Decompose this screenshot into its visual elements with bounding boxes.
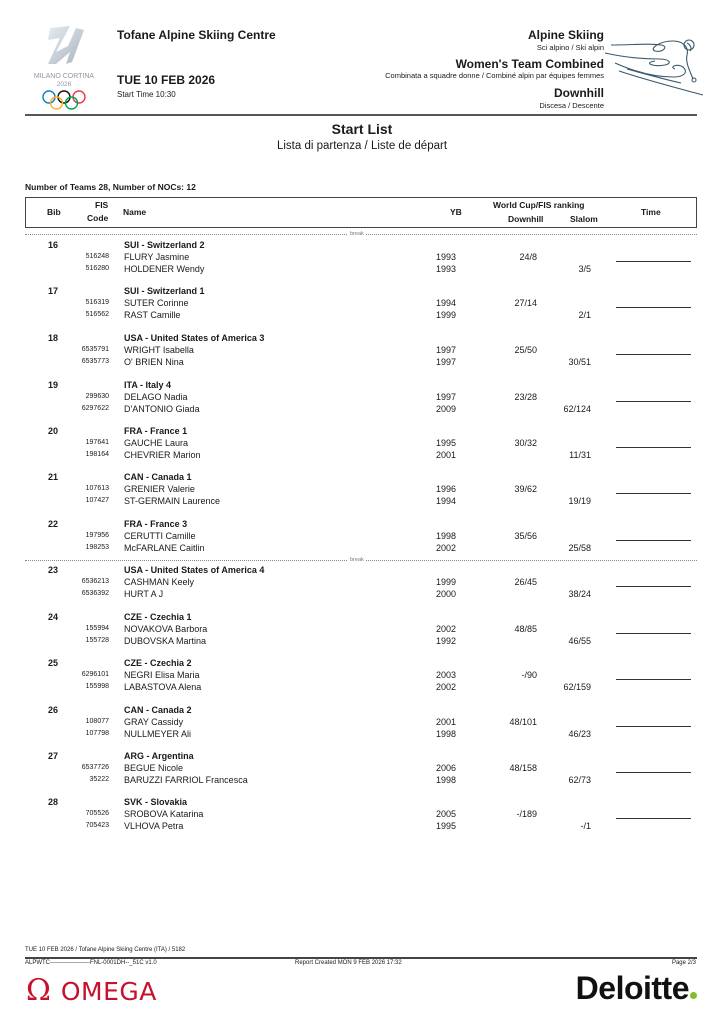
athlete-name: GRAY Cassidy [124,717,184,727]
year-of-birth: 1996 [436,484,457,494]
break-label: break [350,557,364,563]
team-entry [0,705,724,751]
fis-code: 516319 [85,299,109,306]
athlete-name: CHEVRIER Marion [124,449,201,460]
fis-code: 155998 [85,682,109,690]
fis-code: 516562 [85,310,109,318]
bib-number: 22 [48,519,59,529]
athlete-row [0,252,724,264]
downhill-ranking: 30/32 [514,438,537,448]
fis-code: 155728 [85,636,109,644]
athlete-name: BEGUE Nicole [124,763,184,773]
downhill-ranking: -/189 [516,809,537,819]
athlete-name: CERUTTI Camille [124,531,196,541]
omega-wordmark: OMEGA [60,976,157,1006]
team-entry [0,286,724,332]
alpine-skier-pictogram-icon [603,33,721,99]
column-slalom: Slalom [570,214,598,224]
team-entry [0,472,724,518]
year-of-birth: 1997 [436,392,457,402]
bib-number: 23 [48,565,59,575]
athlete-row [0,670,724,682]
slalom-ranking: 2/1 [578,309,591,320]
sport-title: Alpine Skiing [527,28,604,42]
fis-code: 705423 [85,821,109,829]
fis-code: 198164 [85,450,109,458]
event-subtitle: Combinata a squadre donne / Combiné alpin par équipes femmes [385,71,604,80]
column-yb: YB [450,207,462,217]
table-header [25,197,697,228]
games-emblem-icon [26,22,102,112]
fis-code: 299630 [85,393,109,400]
phase-subtitle: Discesa / Descente [539,101,604,110]
athlete-row [0,392,724,404]
downhill-ranking: 35/56 [514,531,537,541]
deloitte-logo [576,970,697,1007]
fis-code: 155994 [85,625,109,632]
athlete-name: O' BRIEN Nina [124,356,184,367]
phase-title: Downhill [554,86,604,100]
team-name: SUI - Switzerland 2 [124,240,205,250]
document-title: Start List [331,121,393,137]
slalom-ranking: -/1 [580,820,591,831]
year-of-birth: 1994 [436,298,457,308]
athlete-name: HOLDENER Wendy [124,263,205,274]
athlete-name: WRIGHT Isabella [124,345,194,355]
athlete-row [0,531,724,543]
team-name: SUI - Switzerland 1 [124,286,205,296]
athlete-name: DELAGO Nadia [124,392,188,402]
team-name: CAN - Canada 2 [124,705,192,715]
bib-number: 16 [48,240,59,250]
year-of-birth: 2009 [436,403,457,414]
athlete-name: SROBOVA Katarina [124,809,204,819]
athlete-name: NEGRI Elisa Maria [124,670,200,680]
fis-code: 107427 [85,496,109,504]
year-of-birth: 2002 [436,624,457,634]
year-of-birth: 2001 [436,717,457,727]
slalom-ranking: 11/31 [569,449,591,460]
athlete-row [0,264,724,276]
year-of-birth: 2001 [436,449,457,460]
athlete-row [0,357,724,369]
team-name: SVK - Slovakia [124,797,188,807]
slalom-ranking: 46/23 [568,728,591,739]
downhill-ranking: 48/101 [509,717,537,727]
year-of-birth: 1997 [436,356,457,367]
year-of-birth: 1999 [436,309,457,320]
downhill-ranking: 48/158 [509,763,537,773]
team-entry [0,797,724,843]
fis-code: 197641 [85,439,109,446]
athlete-row [0,729,724,741]
slalom-ranking: 62/124 [563,403,591,414]
athlete-row [0,484,724,496]
year-of-birth: 1999 [436,577,457,587]
downhill-ranking: 48/85 [514,624,537,634]
athlete-name: NOVAKOVA Barbora [124,624,208,634]
year-of-birth: 1993 [436,252,457,262]
slalom-ranking: 19/19 [568,495,591,506]
slalom-ranking: 46/55 [568,635,591,646]
athlete-name: BARUZZI FARRIOL Francesca [124,774,248,785]
document-subtitle: Lista di partenza / Liste de départ [276,140,448,152]
fis-code: 107798 [85,729,109,737]
footer-document-code: ALPWTC--------------------FNL-0001DH--_51C v1.0 [25,960,157,966]
athlete-row [0,809,724,821]
athlete-row [0,298,724,310]
team-entry [0,751,724,797]
year-of-birth: 2005 [436,809,457,819]
fis-code: 6535773 [81,357,109,365]
omega-symbol-icon: Ω [26,973,51,1008]
downhill-ranking: 23/28 [514,392,537,402]
fis-code: 198253 [85,543,109,551]
team-name: USA - United States of America 4 [124,565,265,575]
footer-event-info: TUE 10 FEB 2026 / Tofane Alpine Skiing Centre (ITA) / 5182 [25,947,186,953]
athlete-row [0,404,724,416]
athlete-row [0,450,724,462]
team-name: ARG - Argentina [124,751,194,761]
athlete-name: SUTER Corinne [124,298,189,308]
team-name: CAN - Canada 1 [124,472,192,482]
bib-number: 17 [48,286,59,296]
column-bib: Bib [47,207,61,217]
athlete-name: DUBOVSKA Martina [124,635,207,646]
team-name: FRA - France 1 [124,426,188,436]
event-title: Women's Team Combined [455,57,604,71]
athlete-row [0,543,724,555]
fis-code: 6536392 [81,589,109,597]
team-entry [0,426,724,472]
sport-subtitle: Sci alpino / Ski alpin [536,43,604,52]
year-of-birth: 1992 [436,635,457,646]
athlete-name: GAUCHE Laura [124,438,189,448]
column-downhill: Downhill [508,214,544,224]
athlete-row [0,624,724,636]
bib-number: 18 [48,333,59,343]
deloitte-wordmark: Deloitte [575,970,689,1006]
svg-text:2026: 2026 [56,81,72,88]
year-of-birth: 2002 [436,542,457,553]
svg-text:MILANO CORTINA: MILANO CORTINA [33,73,95,80]
fis-code: 6536213 [81,578,109,585]
team-name: USA - United States of America 3 [124,333,265,343]
team-entry [0,565,724,611]
year-of-birth: 1994 [436,495,457,506]
athlete-row [0,577,724,589]
team-name: FRA - France 3 [124,519,188,529]
year-of-birth: 2002 [436,681,457,692]
athlete-row [0,821,724,833]
slalom-ranking: 30/51 [568,356,591,367]
fis-code: 35222 [89,775,109,783]
team-entry [0,612,724,658]
fis-code: 6535791 [81,346,109,353]
fis-code: 705526 [85,810,109,817]
athlete-name: McFARLANE Caitlin [124,542,205,553]
athlete-name: NULLMEYER Ali [124,728,192,739]
athlete-name: LABASTOVA Alena [124,681,202,692]
header-divider [25,114,697,116]
event-date: TUE 10 FEB 2026 [117,73,216,87]
athlete-row [0,763,724,775]
year-of-birth: 1995 [436,438,457,448]
downhill-ranking: 25/50 [514,345,537,355]
start-time: Start Time 10:30 [117,90,176,99]
year-of-birth: 2006 [436,763,457,773]
fis-code: 516248 [85,253,109,260]
bib-number: 27 [48,751,59,761]
venue-name: Tofane Alpine Skiing Centre [117,28,276,42]
slalom-ranking: 25/58 [568,542,591,553]
break-divider [25,231,697,237]
bib-number: 25 [48,658,59,668]
fis-code: 107613 [85,485,109,492]
athlete-row [0,717,724,729]
athlete-name: D'ANTONIO Giada [124,403,200,414]
milano-cortina-logo [26,22,102,112]
bib-number: 21 [48,472,59,482]
team-entry [0,333,724,379]
team-entry [0,380,724,426]
team-name: CZE - Czechia 2 [124,658,192,668]
bib-number: 20 [48,426,59,436]
athlete-row [0,589,724,601]
fis-code: 197956 [85,532,109,539]
year-of-birth: 1998 [436,531,457,541]
athlete-row [0,438,724,450]
downhill-ranking: 24/8 [519,252,537,262]
athlete-name: VLHOVA Petra [124,820,184,831]
bib-number: 19 [48,380,59,390]
athlete-row [0,496,724,508]
break-label: break [350,231,364,237]
team-entry [0,658,724,704]
fis-code: 6297622 [81,404,109,412]
athlete-row [0,775,724,787]
fis-code: 108077 [85,718,109,725]
footer-page-number: Page 2/3 [671,960,696,966]
team-name: CZE - Czechia 1 [124,612,192,622]
column-time: Time [641,207,661,217]
slalom-ranking: 62/159 [563,681,591,692]
year-of-birth: 1995 [436,820,457,831]
athlete-name: RAST Camille [124,309,181,320]
year-of-birth: 1998 [436,728,457,739]
omega-logo [26,975,157,1007]
athlete-name: HURT A J [124,588,164,599]
year-of-birth: 1993 [436,263,457,274]
fis-code: 516280 [85,264,109,272]
bib-number: 28 [48,797,59,807]
downhill-ranking: 39/62 [514,484,537,494]
athlete-name: ST-GERMAIN Laurence [124,495,221,506]
downhill-ranking: 26/45 [514,577,537,587]
year-of-birth: 2000 [436,588,457,599]
slalom-ranking: 62/73 [568,774,591,785]
year-of-birth: 1997 [436,345,457,355]
athlete-name: CASHMAN Keely [124,577,195,587]
year-of-birth: 2003 [436,670,457,680]
footer-report-created: Report Created MON 9 FEB 2026 17:32 [295,960,402,966]
bib-number: 24 [48,612,59,622]
bib-number: 26 [48,705,59,715]
column-code: Code [87,213,109,223]
athlete-name: FLURY Jasmine [124,252,190,262]
slalom-ranking: 3/5 [578,263,591,274]
fis-code: 6537726 [81,764,109,771]
downhill-ranking: -/90 [521,670,537,680]
column-ranking: World Cup/FIS ranking [493,200,585,210]
break-divider [25,557,697,563]
deloitte-dot-icon [690,992,697,999]
slalom-ranking: 38/24 [568,588,591,599]
footer-divider [25,957,697,959]
year-of-birth: 1998 [436,774,457,785]
athlete-row [0,682,724,694]
team-counts: Number of Teams 28, Number of NOCs: 12 [25,182,196,192]
athlete-name: GRENIER Valerie [124,484,195,494]
downhill-ranking: 27/14 [514,298,537,308]
athlete-row [0,345,724,357]
team-name: ITA - Italy 4 [124,380,172,390]
column-name: Name [123,207,147,217]
athlete-row [0,636,724,648]
fis-code: 6296101 [81,671,109,678]
team-entry [0,240,724,286]
athlete-row [0,310,724,322]
column-fis: FIS [95,200,109,210]
